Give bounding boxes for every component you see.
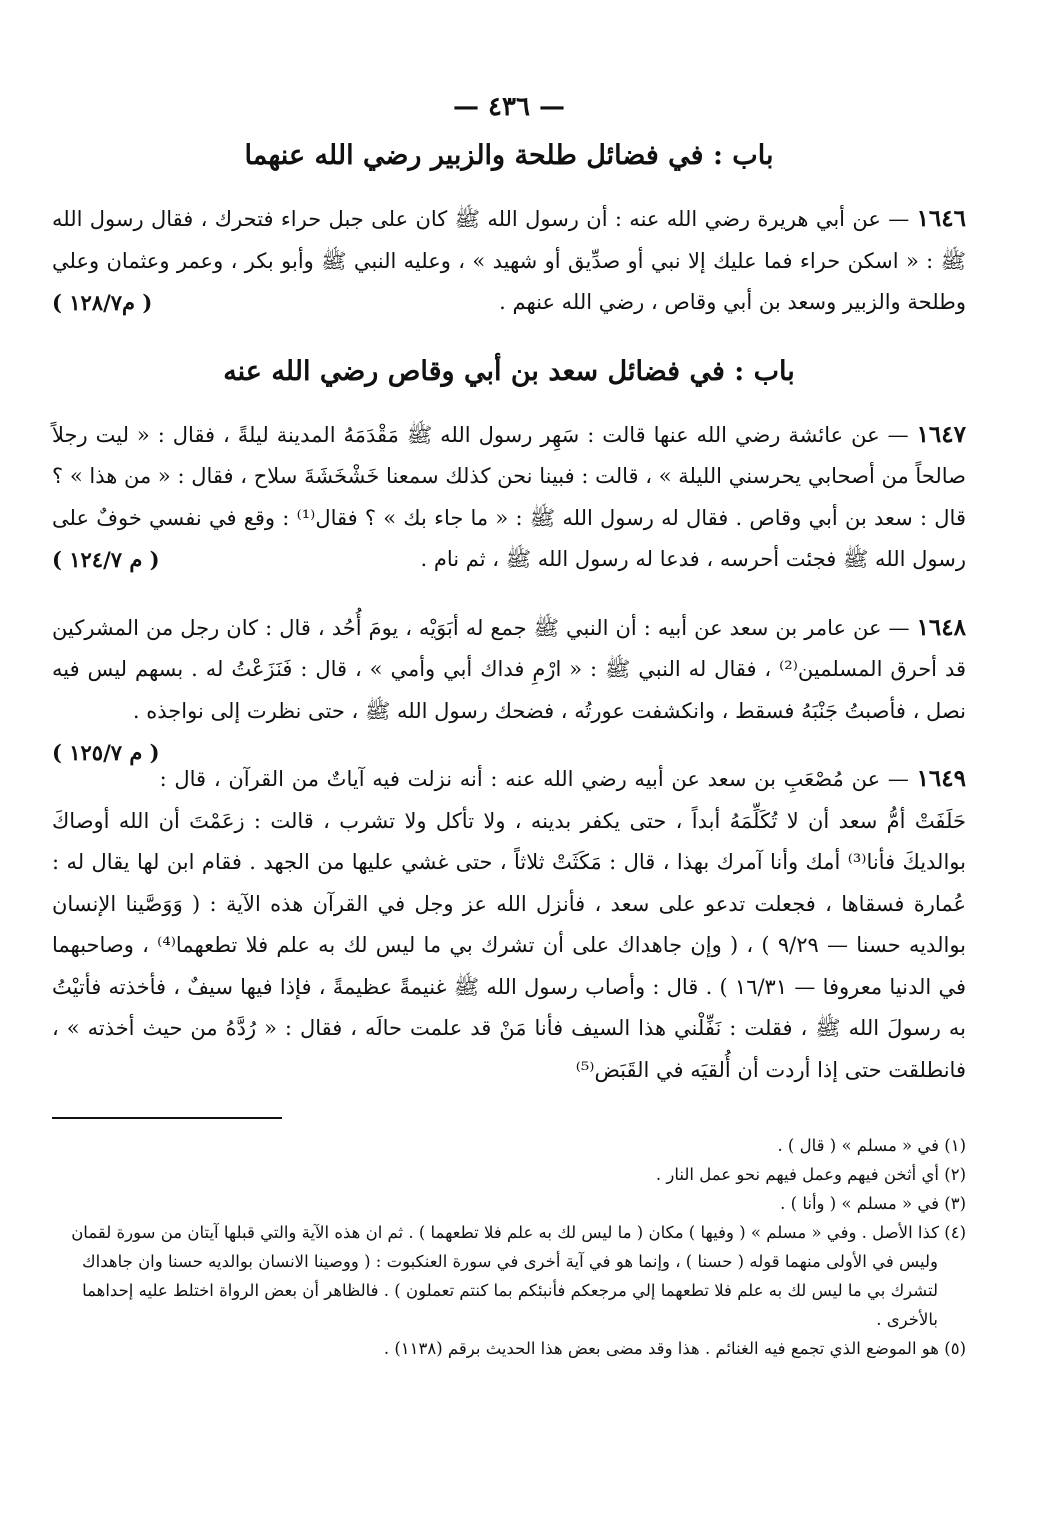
- footnote-2: (٢) أي أثخن فيهم وعمل فيهم نحو عمل النار .: [655, 1165, 966, 1184]
- footnote-separator-wrap: [52, 1117, 966, 1119]
- hadith-number: ١٦٤٦: [916, 205, 966, 232]
- hadith-1649: [52, 758, 966, 1091]
- hadith-reference: ( م ١٢٥/٧ ): [52, 740, 160, 765]
- hadith-reference: ( م١٢٨/٧ ): [52, 290, 153, 315]
- hadith-text: — عن عامر بن سعد عن أبيه : أن النبي ﷺ جمع له أبَوَيْه ، يومَ أُحُد ، قال : كان رجل من المشركين قد أحرق المسلمين⁽²⁾ ، فقال له النبي ﷺ : « ارْمِ فداك أبي وأمي » ، قال : فَنَزَعْتُ له . بسهم ليس فيه نصل ، فأصبتُ جَنْبَهُ فسقط ، وانكشفت عورتُه ، فضحك رسول الله ﷺ ، حتى نظرت إلى نواجذه .: [52, 615, 967, 723]
- hadith-reference: ( م ١٢٤/٧ ): [52, 547, 160, 572]
- footnote-separator: [52, 1117, 282, 1119]
- footnotes: [52, 1131, 966, 1363]
- hadith-number: ١٦٤٨: [916, 613, 966, 641]
- footnote-1: (١) في « مسلم » ( قال ) .: [777, 1136, 966, 1155]
- chapter-title-saad: باب : في فضائل سعد بن أبي وقاص رضي الله عنه: [223, 355, 795, 387]
- chapter-title-talha-zubair: باب : في فضائل طلحة والزبير رضي الله عنهما: [244, 140, 774, 171]
- footnote-4-continued: وليس في الأولى منهما قوله ( حسنا ) ، وإنما هو في آية أخرى في سورة العنكبوت : ( ووصينا الانسان بوالديه حسنا وان جاهداك: [82, 1252, 938, 1271]
- hadith-1647: [52, 414, 966, 581]
- hadith-text: — عن عائشة رضي الله عنها قالت : سَهِر رسول الله ﷺ مَقْدَمَهُ المدينة ليلةً ، فقال : « ليت رجلاً صالحاً من أصحابي يحرسني الليلة » ، قالت : فبينا نحن كذلك سمعنا خَشْخَشَةَ سلاح ، فقال : « من هذا » ؟ قال : سعد بن أبي وقاص . فقال له رسول الله ﷺ : « ما جاء بك » ؟ فقال⁽¹⁾ : وقع في نفسي خوفٌ على رسول الله ﷺ فجئت أحرسه ، فدعا له رسول الله ﷺ ، ثم نام .: [52, 422, 966, 571]
- hadith-number: ١٦٤٩: [916, 765, 966, 792]
- page-number: — ٤٣٦ —: [452, 92, 566, 122]
- footnote-4-continued: بالأخرى .: [876, 1310, 938, 1329]
- footnote-5: (٥) هو الموضع الذي تجمع فيه الغنائم . هذا وقد مضى بعض هذا الحديث برقم (١١٣٨) .: [383, 1339, 966, 1358]
- footnote-4-continued: لتشرك بي ما ليس لك به علم فلا تطعهما إلي مرجعكم فأنبئكم بما كنتم تعملون ) . فالظاهر أن بعض الرواة اختلط عليه إحداهما: [82, 1281, 938, 1300]
- hadith-text: — عن مُصْعَبِ بن سعد عن أبيه رضي الله عنه : أنه نزلت فيه آياتٌ من القرآن ، قال : حَلَفَتْ أمُّ سعد أن لا تُكَلِّمَهُ أبداً ، حتى يكفر بدينه ، ولا تأكل ولا تشرب ، قالت : زعَمْتَ أن الله أوصاكَ بوالديكَ فأنا⁽³⁾ أمك وأنا آمرك بهذا ، قال : مَكَثَتْ ثلاثاً ، حتى غشي عليها من الجهد . فقام ابن لها يقال له : عُمارة فسقاها ، فجعلت تدعو على سعد ، فأنزل الله عز وجل في القرآن هذه الآية : ( وَوَصَّينا الإنسان بوالديه حسنا — ٩/٢٩ ) ، ( وإن جاهداك على أن تشرك بي ما ليس لك به علم فلا تطعهما⁽⁴⁾ ، وصاحبهما في الدنيا معروفا — ١٦/٣١ ) . قال : وأصاب رسول الله ﷺ غنيمةً عظيمةً ، فإذا فيها سيفٌ ، فأخذته فأتيْتُ به رسولَ الله ﷺ ، فقلت : نَفِّلْني هذا السيف فأنا مَنْ قد علمت حالَه ، فقال : « رُدَّهُ من حيث أخذته » ، فانطلقت حتى إذا أردت أن أُلقيَه في القَبَض⁽⁵⁾: [52, 767, 967, 1082]
- footnote-4: (٤) كذا الأصل . وفي « مسلم » ( وفيها ) مكان ( ما ليس لك به علم فلا تطعهما ) . ثم ان هذه الآية والتي قبلها آيتان من سورة لقمان: [71, 1223, 966, 1242]
- hadith-number: ١٦٤٧: [916, 420, 966, 448]
- footnote-3: (٣) في « مسلم » ( وأنا ) .: [780, 1194, 966, 1213]
- hadith-1648: [52, 607, 967, 765]
- hadith-1646: [52, 198, 966, 324]
- hadith-text: — عن أبي هريرة رضي الله عنه : أن رسول الله ﷺ كان على جبل حراء فتحرك ، فقال رسول الله ﷺ : « اسكن حراء فما عليك إلا نبي أو صدِّيق أو شهيد » ، وعليه النبي ﷺ وأبو بكر ، وعمر وعثمان وعلي وطلحة والزبير وسعد بن أبي وقاص ، رضي الله عنهم .: [52, 207, 966, 314]
